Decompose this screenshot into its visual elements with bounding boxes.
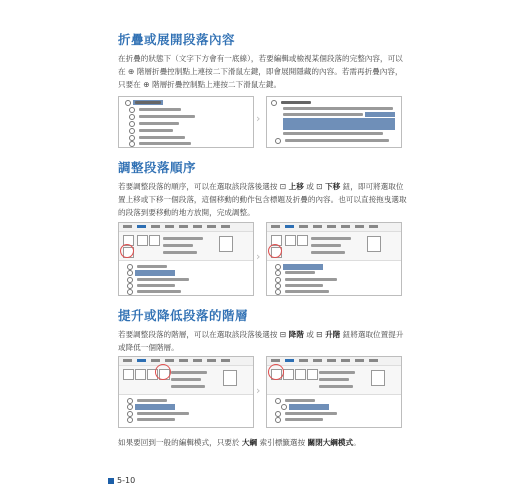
screenshot-move-after (266, 222, 402, 296)
chevron-right-icon: › (256, 384, 261, 397)
screenshot-level-before (118, 356, 254, 428)
screenshot-level-after (266, 356, 402, 428)
screenshot-expanded-outline (266, 96, 402, 148)
section-title: 調整段落順序 (118, 160, 197, 175)
chevron-right-icon: › (256, 250, 261, 263)
section-title: 折疊或展開段落內容 (118, 32, 236, 47)
screenshot-collapsed-outline (118, 96, 254, 148)
section-paragraph: 在折疊的狀態下（文字下方會有一底線），若要編輯或檢視某個段落的完整內容，可以在 ⊕ 階層折疊控制點上連按二下滑鼠左鍵，即會展開隱藏的內容。若需再折疊內容，只要在 ⊕ 階層折疊控制點上連按二下滑鼠左鍵。 (118, 54, 403, 89)
section-paragraph: 若要調整段落的順序，可以在選取該段落後選按 ⊡ 上移 或 ⊡ 下移 鈕，即可將選取位置上移或下移一個段落，這個移動的動作包含標題及折疊的內容。也可以直接拖曳選取的段落到要移動的地方放開，完成調整。 (118, 182, 407, 217)
screenshot-move-before (118, 222, 254, 296)
section-title: 提升或降低段落的階層 (118, 308, 249, 323)
chevron-right-icon: › (256, 112, 261, 125)
page-marker-icon (108, 478, 114, 484)
section-paragraph: 若要調整段落的階層，可以在選取該段落後選按 ⊟ 降階 或 ⊟ 升階 鈕將選取位置提升或降低一個階層。 (118, 330, 404, 352)
closing-paragraph: 如果要回到一般的編輯模式，只要於 大綱 索引標籤選按 關閉大綱模式。 (118, 438, 361, 447)
page-number: 5-10 (117, 476, 136, 485)
